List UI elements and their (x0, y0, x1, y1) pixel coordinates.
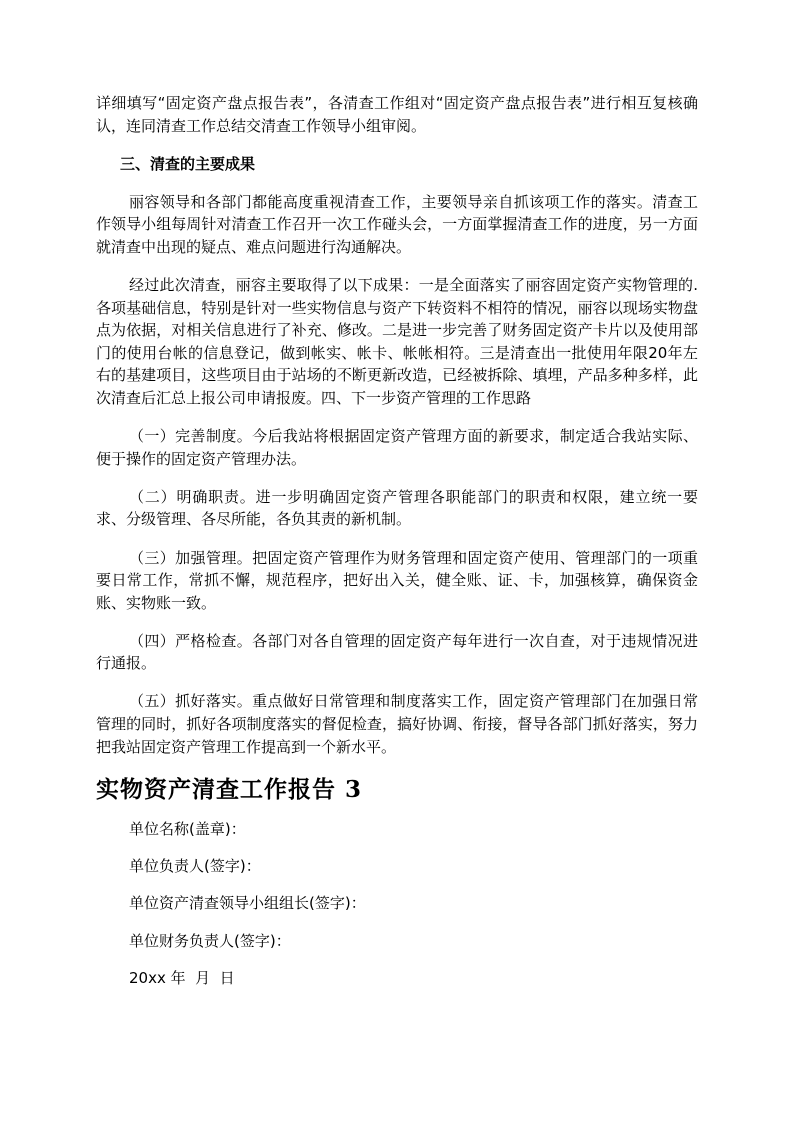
field-unit-name: 单位名称(盖章)： (129, 820, 246, 839)
results-paragraph-2: 经过此次清查，丽容主要取得了以下成果：一是全面落实了丽容固定资产实物管理的.各项基础信息，特别是针对一些实物信息与资产下转资料不相符的情况，丽容以现场实物盘点为依据，对相关信息进行了补充、修改。二是进一步完善了财务固定资产卡片以及使用部门的使用台帐的信息登记，做到帐实、帐卡、帐帐相符。三是清查出一批使用年限20年左右的基建项目，这些项目由于站场的不断更新改造，已经被拆除、填埋，产品多种多样，此次清查后汇总上报公司申请报废。四、下一步资产管理的工作思路 (96, 276, 698, 408)
field-date: 20xx 年 月 日 (129, 968, 235, 987)
continuation-paragraph: 详细填写“固定资产盘点报告表”，各清查工作组对“固定资产盘点报告表”进行相互复核确认，连同清查工作总结交清查工作领导小组审阅。 (96, 94, 698, 135)
field-inventory-leader: 单位资产清查领导小组组长(签字)： (129, 894, 366, 913)
next-step-item-4: （四）严格检查。各部门对各自管理的固定资产每年进行一次自查，对于违规情况进行通报。 (96, 631, 698, 673)
next-step-item-3: （三）加强管理。把固定资产管理作为财务管理和固定资产使用、管理部门的一项重要日常工作，常抓不懈，规范程序，把好出入关，健全账、证、卡，加强核算，确保资金账、实物账一致。 (96, 548, 698, 612)
report-3-title: 实物资产清查工作报告 3 (96, 776, 363, 804)
next-step-item-1: （一）完善制度。今后我站将根据固定资产管理方面的新要求，制定适合我站实际、便于操作的固定资产管理办法。 (96, 427, 698, 468)
next-step-item-2: （二）明确职责。进一步明确固定资产管理各职能部门的职责和权限，建立统一要求、分级管理、各尽所能，各负其责的新机制。 (96, 487, 698, 529)
document-page (96, 92, 698, 989)
results-paragraph-1: 丽容领导和各部门都能高度重视清查工作，主要领导亲自抓该项工作的落实。清查工作领导小组每周针对清查工作召开一次工作碰头会，一方面掌握清查工作的进度，另一方面就清查中出现的疑点、难点问题进行沟通解决。 (96, 192, 698, 256)
field-unit-head: 单位负责人(签字)： (129, 857, 261, 876)
next-step-item-5: （五）抓好落实。重点做好日常管理和制度落实工作，固定资产管理部门在加强日常管理的同时，抓好各项制度落实的督促检查，搞好协调、衔接，督导各部门抓好落实，努力把我站固定资产管理工作提高到一个新水平。 (96, 692, 698, 756)
section-heading-results: 三、清查的主要成果 (120, 154, 256, 173)
field-finance-head: 单位财务负责人(签字)： (129, 931, 291, 950)
